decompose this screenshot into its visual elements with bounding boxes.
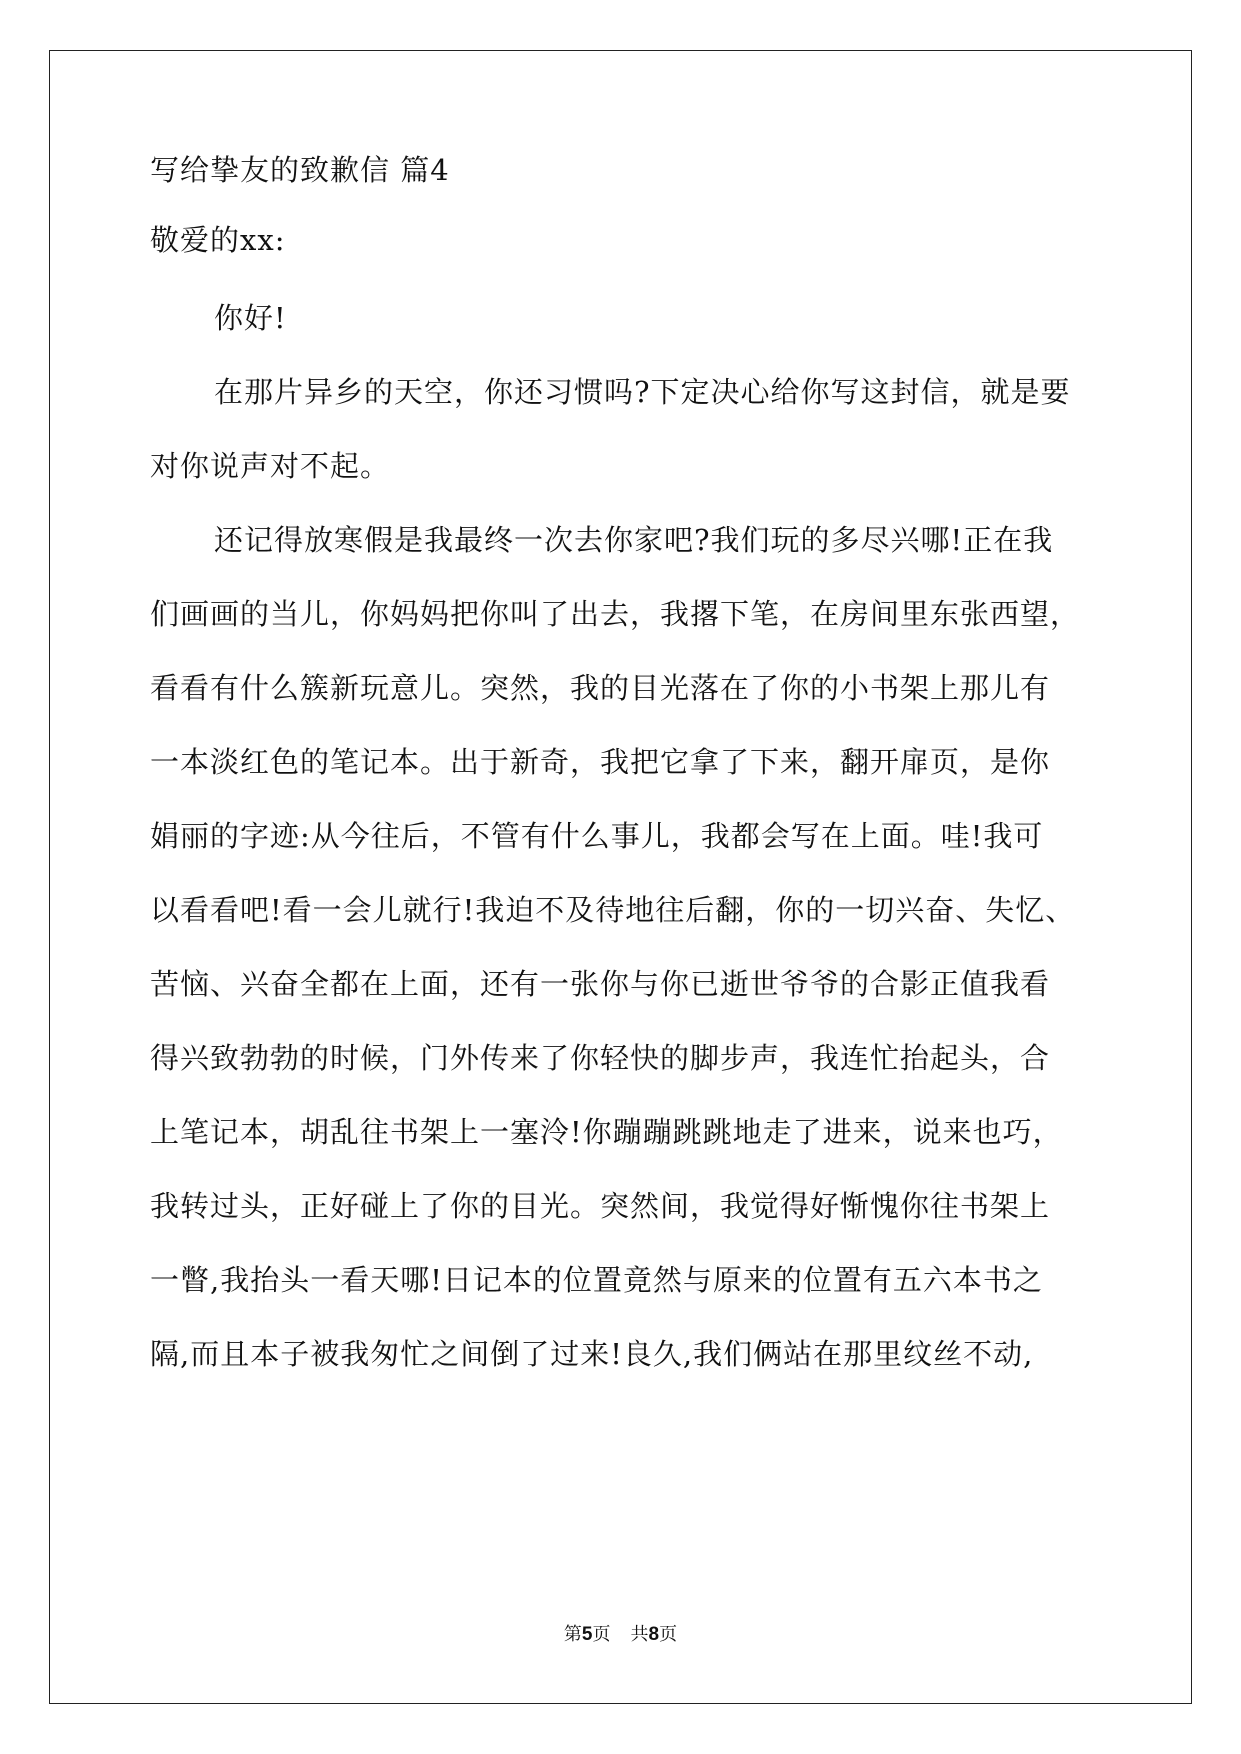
letter-title: 写给挚友的致歉信 篇4 (150, 153, 450, 187)
page-number-prefix: 第 (563, 1624, 582, 1645)
current-page-number: 5 (581, 1624, 593, 1645)
paragraph-line: 隔,而且本子被我匆忙之间倒了过来!良久,我们俩站在那里纹丝不动, (150, 1337, 1034, 1371)
paragraph-line: 在那片异乡的天空，你还习惯吗?下定决心给你写这封信，就是要 (214, 375, 1071, 409)
page-number-suffix: 页 (592, 1624, 611, 1645)
salutation: 敬爱的xx: (150, 223, 286, 257)
paragraph-line: 对你说声对不起。 (150, 449, 391, 483)
total-pages-number: 8 (648, 1624, 660, 1645)
total-pages-prefix: 共 (630, 1624, 649, 1645)
greeting: 你好! (214, 301, 287, 335)
paragraph-line: 苦恼、兴奋全都在上面，还有一张你与你已逝世爷爷的合影正值我看 (150, 967, 1051, 1001)
paragraph-line: 们画画的当儿，你妈妈把你叫了出去，我撂下笔，在房间里东张西望， (150, 597, 1081, 631)
paragraph-line: 得兴致勃勃的时候，门外传来了你轻快的脚步声，我连忙抬起头，合 (150, 1041, 1051, 1075)
paragraph-line: 一本淡红色的笔记本。出于新奇，我把它拿了下来，翻开扉页，是你 (150, 745, 1051, 779)
paragraph-line: 娟丽的字迹:从今往后，不管有什么事儿，我都会写在上面。哇!我可 (150, 819, 1044, 853)
paragraph-line: 一瞥,我抬头一看天哪!日记本的位置竟然与原来的位置有五六本书之 (150, 1263, 1043, 1297)
paragraph-line: 上笔记本，胡乱往书架上一塞泠!你蹦蹦跳跳地走了进来，说来也巧， (150, 1115, 1063, 1149)
paragraph-line: 还记得放寒假是我最终一次去你家吧?我们玩的多尽兴哪!正在我 (214, 523, 1054, 557)
paragraph-line: 我转过头，正好碰上了你的目光。突然间，我觉得好惭愧你往书架上 (150, 1189, 1051, 1223)
page-footer (0, 1623, 1241, 1647)
paragraph-line: 以看看吧!看一会儿就行!我迫不及待地往后翻，你的一切兴奋、失忆、 (150, 893, 1076, 927)
total-pages-suffix: 页 (659, 1624, 678, 1645)
paragraph-line: 看看有什么簇新玩意儿。突然，我的目光落在了你的小书架上那儿有 (150, 671, 1051, 705)
